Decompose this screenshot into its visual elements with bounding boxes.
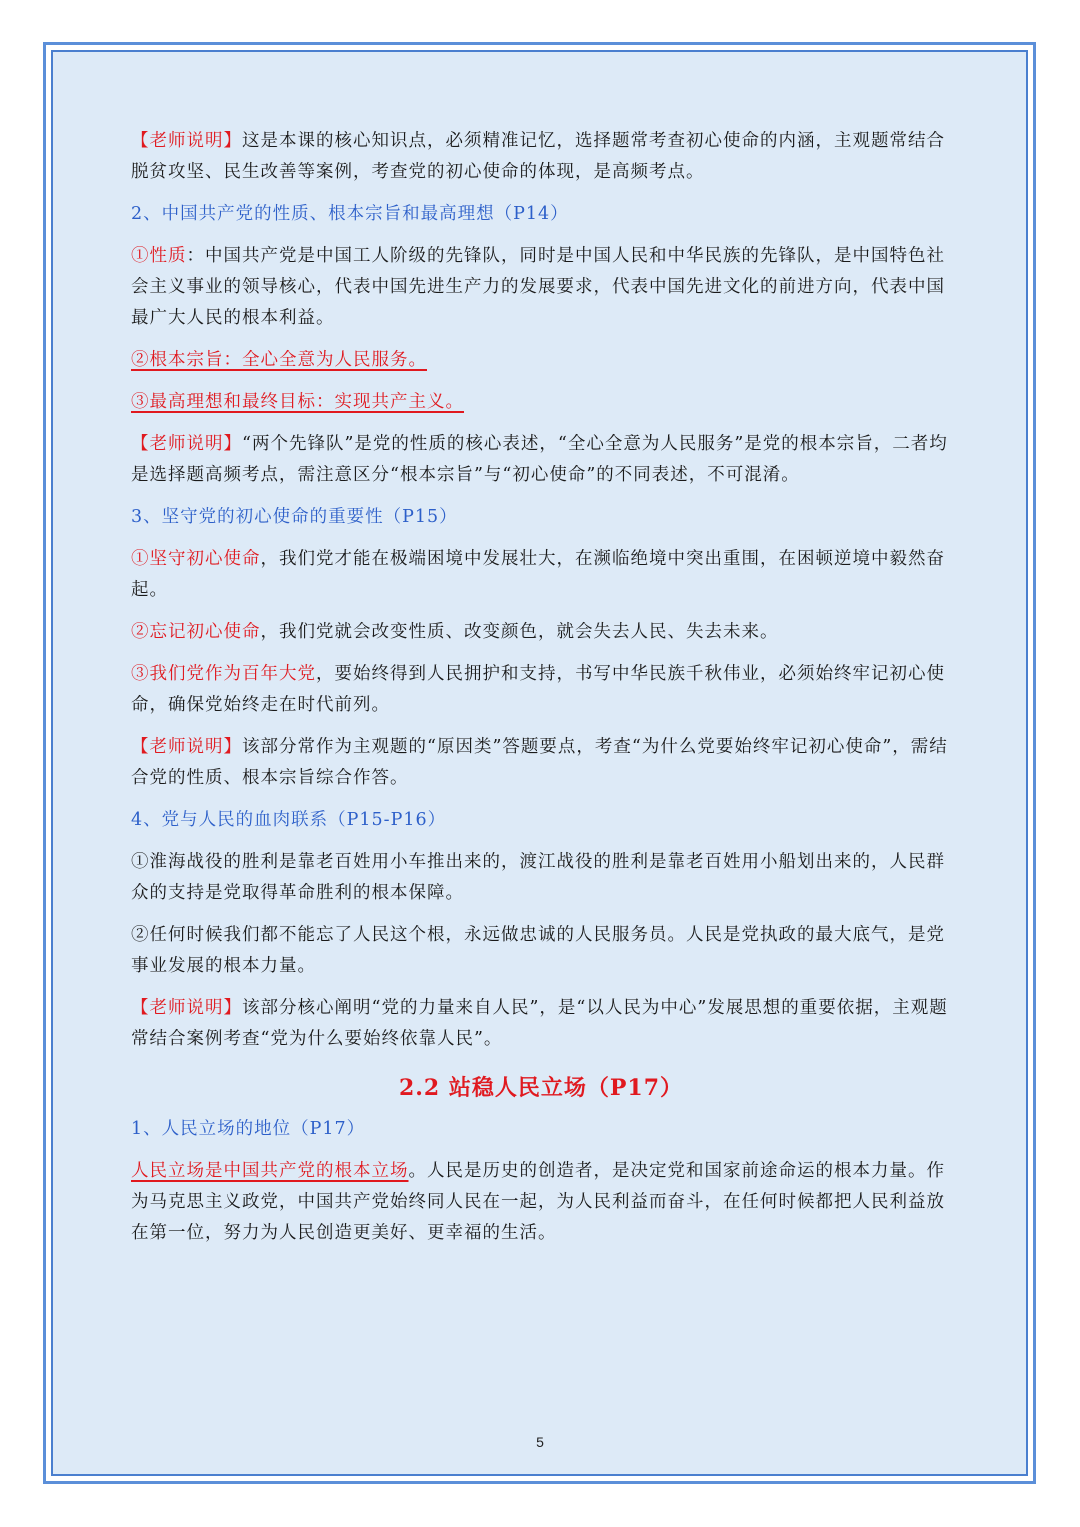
importance-item-1	[131, 544, 951, 606]
teacher-note-4	[131, 993, 951, 1055]
teacher-note-text: 该部分核心阐明“党的力量来自人民”，是“以人民为中心”发展思想的重要依据，主观题常结合案例考查“党为什么要始终依靠人民”。	[131, 998, 948, 1049]
section-title: 2.2 站稳人民立场（P17）	[398, 1075, 684, 1101]
teacher-note-1	[131, 126, 951, 188]
subheading-3: 3、坚守党的初心使命的重要性（P15）	[131, 507, 458, 527]
importance-label-3: ③我们党作为百年大党	[131, 664, 316, 684]
teacher-note-text: 这是本课的核心知识点，必须精准记忆，选择题常考查初心使命的内涵，主观题常结合脱贫攻坚、民生改善等案例，考查党的初心使命的体现，是高频考点。	[131, 131, 945, 182]
relation-item-2: ②任何时候我们都不能忘了人民这个根，永远做忠诚的人民服务员。人民是党执政的最大底气，是党事业发展的根本力量。	[131, 925, 945, 976]
importance-item-3	[131, 659, 951, 721]
purpose-text: ②根本宗旨：全心全意为人民服务。	[131, 350, 427, 370]
nature-label: ①性质	[131, 246, 187, 266]
purpose-paragraph	[131, 345, 951, 376]
ideal-text: ③最高理想和最终目标：实现共产主义。	[131, 392, 464, 412]
importance-text-1: ，我们党才能在极端困境中发展壮大，在濒临绝境中突出重围，在困顿逆境中毅然奋起。	[131, 549, 945, 600]
teacher-note-3	[131, 732, 951, 794]
nature-text: ：中国共产党是中国工人阶级的先锋队，同时是中国人民和中华民族的先锋队，是中国特色社会主义事业的领导核心，代表中国先进生产力的发展要求，代表中国先进文化的前进方向，代表中国最广大人民的根本利益。	[131, 246, 945, 328]
nature-paragraph	[131, 241, 951, 334]
subheading-4: 4、党与人民的血肉联系（P15-P16）	[131, 810, 447, 830]
subheading-5: 1、人民立场的地位（P17）	[131, 1119, 366, 1139]
teacher-note-tag: 【老师说明】	[131, 131, 242, 151]
relation-item-1: ①淮海战役的胜利是靠老百姓用小车推出来的，渡江战役的胜利是靠老百姓用小船划出来的，人民群众的支持是党取得革命胜利的根本保障。	[131, 852, 945, 903]
page-number: 5	[536, 1434, 544, 1450]
stance-paragraph	[131, 1156, 951, 1249]
teacher-note-tag: 【老师说明】	[131, 998, 242, 1018]
importance-label-2: ②忘记初心使命	[131, 622, 261, 642]
importance-item-2	[131, 617, 951, 648]
teacher-note-text: 该部分常作为主观题的“原因类”答题要点，考查“为什么党要始终牢记初心使命”，需结合党的性质、根本宗旨综合作答。	[131, 737, 948, 788]
page-content	[131, 126, 951, 1260]
importance-label-1: ①坚守初心使命	[131, 549, 261, 569]
importance-text-3: ，要始终得到人民拥护和支持，书写中华民族千秋伟业，必须始终牢记初心使命，确保党始终走在时代前列。	[131, 664, 945, 715]
teacher-note-text: “两个先锋队”是党的性质的核心表述，“全心全意为人民服务”是党的根本宗旨，二者均是选择题高频考点，需注意区分“根本宗旨”与“初心使命”的不同表述，不可混淆。	[131, 434, 948, 485]
stance-text: 。人民是历史的创造者，是决定党和国家前途命运的根本力量。作为马克思主义政党，中国共产党始终同人民在一起，为人民利益而奋斗，在任何时候都把人民利益放在第一位，努力为人民创造更美好、更幸福的生活。	[131, 1161, 945, 1243]
stance-label: 人民立场是中国共产党的根本立场	[131, 1161, 409, 1181]
ideal-paragraph	[131, 387, 951, 418]
teacher-note-tag: 【老师说明】	[131, 434, 242, 454]
teacher-note-tag: 【老师说明】	[131, 737, 242, 757]
subheading-2: 2、中国共产党的性质、根本宗旨和最高理想（P14）	[131, 204, 569, 224]
teacher-note-2	[131, 429, 951, 491]
importance-text-2: ，我们党就会改变性质、改变颜色，就会失去人民、失去未来。	[260, 622, 779, 642]
